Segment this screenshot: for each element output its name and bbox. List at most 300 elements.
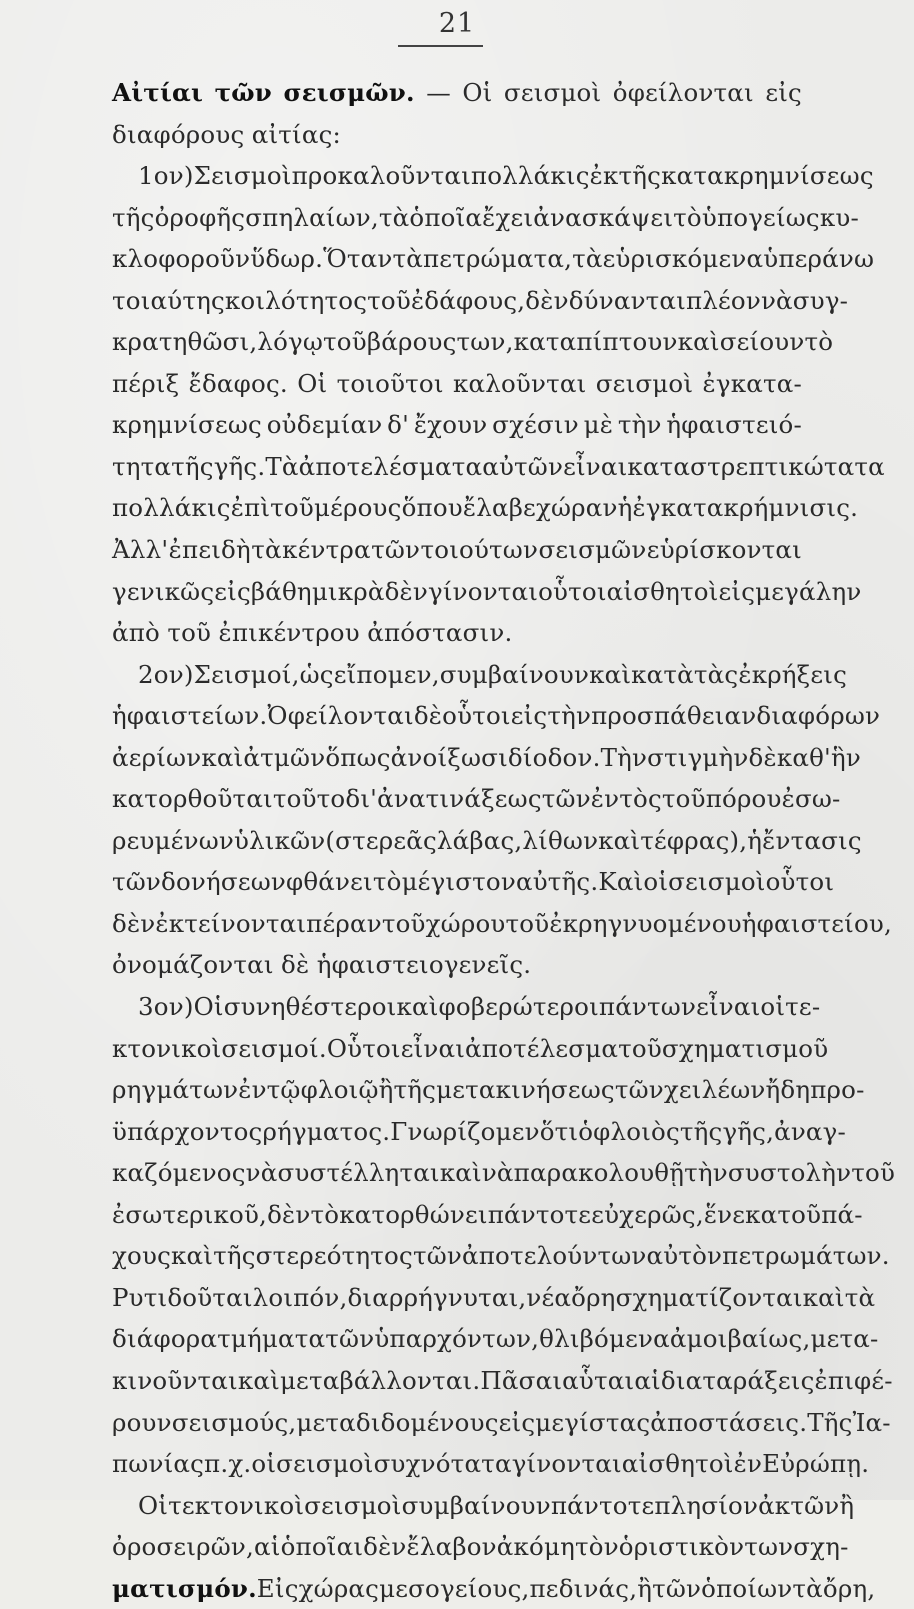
- word: τοῦ: [505, 908, 550, 938]
- text-line: [112, 1526, 849, 1568]
- page-number: 21: [438, 8, 476, 39]
- text-line: [112, 778, 841, 820]
- text-line: [112, 903, 892, 945]
- word: ὁ: [578, 1116, 594, 1146]
- word: εἰς: [498, 1407, 536, 1437]
- word: σχη-: [793, 1532, 849, 1562]
- word: βάθη: [250, 576, 312, 606]
- word: τῆς: [393, 1075, 437, 1105]
- word: Ὅταν: [323, 244, 393, 274]
- word: δονήσεων: [161, 867, 286, 897]
- word: 2ον): [138, 659, 194, 689]
- word: πάντων: [598, 992, 697, 1022]
- word: τῶν: [652, 1573, 702, 1603]
- word: σπηλαίων,: [245, 202, 379, 232]
- text-line: [112, 1443, 870, 1485]
- word: τῆς: [679, 1116, 723, 1146]
- word: βάρους: [366, 327, 457, 357]
- word: τοῦ: [167, 618, 212, 648]
- word: αἱ: [254, 1532, 281, 1562]
- word: συγ-: [792, 285, 849, 315]
- word: σεισμῶν.: [283, 78, 415, 107]
- word: μικρὰ: [311, 576, 385, 606]
- word: τῶν: [325, 1324, 375, 1354]
- word: κέντρα: [282, 535, 371, 565]
- word: κοιλότητος: [224, 285, 368, 315]
- word: τὰ: [378, 202, 410, 232]
- word: ρήγματος.: [262, 1116, 391, 1146]
- word: σχέσιν: [492, 410, 579, 440]
- word: ρευμένων: [112, 825, 234, 855]
- word: φθάνει: [286, 867, 373, 897]
- text-line: [112, 1402, 891, 1444]
- word: τῶν: [214, 78, 272, 107]
- word: Οἱ: [138, 1490, 169, 1520]
- word: αἰτίας:: [251, 119, 341, 149]
- word: τῶν: [371, 535, 421, 565]
- word: ἔντασις: [762, 825, 862, 855]
- word: ρουν: [112, 1407, 172, 1437]
- word: Αἰτίαι: [112, 78, 204, 107]
- word: δὲ: [748, 742, 777, 772]
- word: δίοδον.: [507, 742, 601, 772]
- word: κατορθοῦται: [112, 784, 273, 814]
- word: τεκτονικοὶ: [168, 1490, 305, 1520]
- word: αἰσθητοὶ: [621, 1449, 734, 1479]
- word: Οἱ: [193, 992, 224, 1022]
- word: λοιπόν,: [252, 1282, 348, 1312]
- word: πετρωμάτων.: [722, 1241, 890, 1271]
- word: Τὰ: [265, 451, 299, 481]
- word: Ἀλλ': [112, 535, 169, 565]
- word: τε-: [785, 992, 821, 1022]
- word: τὰ: [251, 535, 282, 565]
- word: εἰς: [510, 701, 548, 731]
- word: εἶναι: [400, 1033, 466, 1063]
- word: χους: [112, 1241, 172, 1271]
- text-line: [112, 571, 862, 613]
- word: παρακολουθῇ: [513, 1158, 685, 1188]
- word: τὰ: [392, 244, 423, 274]
- text-line: [112, 363, 802, 405]
- word: ἀμοιβαίως,: [669, 1324, 811, 1354]
- word: ἀκτῶν: [758, 1490, 840, 1520]
- word: τῷ: [266, 1075, 301, 1105]
- word: τοιούτων: [420, 535, 539, 565]
- word: ἢ: [378, 1075, 394, 1105]
- word: ἤδη: [765, 1075, 811, 1105]
- word: Ρυτιδοῦται: [112, 1282, 253, 1312]
- word: σχηματισμοῦ: [661, 1033, 829, 1063]
- word: ὕδωρ.: [250, 244, 324, 274]
- word: καταστρεπτικώτατα: [627, 451, 885, 481]
- word: τοῦ: [381, 908, 426, 938]
- word: καζόμενος: [112, 1158, 246, 1188]
- word: τῶν: [112, 867, 162, 897]
- text-line: [112, 72, 802, 114]
- word: ἀπὸ: [112, 618, 160, 648]
- text-line: [112, 197, 859, 239]
- word: ἐκτείνονται: [155, 908, 307, 938]
- word: ὄρη: [571, 1282, 616, 1312]
- word: ἐν: [238, 1075, 267, 1105]
- word: σχηματίζονται: [615, 1282, 803, 1312]
- word: λίθων: [522, 825, 599, 855]
- word: ἀνοίξωσι: [390, 742, 508, 772]
- word: ἔχουν: [413, 410, 488, 440]
- word: κατὰ: [631, 659, 694, 689]
- word: Οὗτοι: [326, 1033, 401, 1063]
- word: ὅπου: [401, 493, 463, 523]
- word: χώρας: [298, 1573, 380, 1603]
- word: συνηθέστεροι: [223, 992, 397, 1022]
- word: νέα: [526, 1282, 572, 1312]
- word: φλοιῷ: [300, 1075, 379, 1105]
- word: εὑρίσκονται: [646, 535, 802, 565]
- word: καὶ: [396, 992, 439, 1022]
- word: Οἱ: [297, 368, 328, 398]
- word: ἡ: [747, 825, 763, 855]
- word: Εἰς: [256, 1573, 299, 1603]
- word: μέγιστον: [401, 867, 516, 897]
- word: ἕνεκα: [703, 1199, 778, 1229]
- word: δὲν: [267, 1199, 311, 1229]
- word: διάφορα: [112, 1324, 218, 1354]
- word: εἰς: [718, 576, 756, 606]
- word: ἀκόμη: [496, 1532, 575, 1562]
- word: ὁριστικὸν: [618, 1532, 745, 1562]
- text-line: [112, 1235, 890, 1277]
- word: πετρώματα,: [423, 244, 573, 274]
- word: κυ-: [819, 202, 859, 232]
- word: φλοιὸς: [593, 1116, 680, 1146]
- word: συμβαίνουν: [439, 659, 590, 689]
- word: καὶ: [802, 1282, 845, 1312]
- word: σεισμοὶ: [503, 78, 602, 107]
- word: σεισμοὶ: [595, 368, 694, 398]
- word: ρηγμάτων: [112, 1075, 239, 1105]
- word: δὲ: [413, 701, 443, 731]
- word: τὴν: [617, 410, 662, 440]
- word: ἐκ: [589, 161, 619, 191]
- word: προκαλοῦνται: [291, 161, 471, 191]
- word: ὁποίων: [701, 1573, 793, 1603]
- word: ἐπικέντρου: [218, 618, 360, 648]
- word: λόγῳ: [257, 327, 324, 357]
- word: κατακρημνίσεως: [661, 161, 874, 191]
- word: ἐγκατα-: [702, 368, 802, 398]
- word: ὅτι: [539, 1116, 579, 1146]
- word: ἐντὸς: [590, 784, 662, 814]
- word: ἐκρηγνυομένου: [549, 908, 742, 938]
- word: αὗται: [562, 1365, 635, 1395]
- word: νὰ: [760, 285, 793, 315]
- word: χώραν: [535, 493, 618, 523]
- word: συστέλληται: [277, 1158, 440, 1188]
- word: ἀνασκάψει: [533, 202, 674, 232]
- word: τητα: [112, 451, 172, 481]
- word: χειλέων: [663, 1075, 766, 1105]
- word: στερεότητος: [255, 1241, 413, 1271]
- word: Εὐρώπῃ.: [762, 1449, 870, 1479]
- word: τέφρας),: [640, 825, 748, 855]
- word: γῆς.: [213, 451, 266, 481]
- word: μεταδιδομένους: [296, 1407, 499, 1437]
- word: ἡφαιστείων.: [112, 701, 268, 731]
- word: ἔλαβε: [462, 493, 536, 523]
- word: πωνίας: [112, 1449, 205, 1479]
- word: χώρου: [425, 908, 506, 938]
- word: ἀνατινάξεως: [377, 784, 542, 814]
- word: Σεισμοὶ: [193, 161, 292, 191]
- text-line: [112, 238, 875, 280]
- word: ματισμόν.: [112, 1573, 257, 1603]
- word: αἰσθητοὶ: [606, 576, 719, 606]
- text-line: [112, 114, 802, 156]
- text-line: [112, 155, 874, 197]
- word: ὡς: [299, 659, 334, 689]
- text-line: [112, 1277, 876, 1319]
- text-line: [112, 321, 834, 363]
- word: ἔδαφος.: [188, 368, 288, 398]
- word: δὲν: [525, 285, 569, 315]
- word: κλοφοροῦν: [112, 244, 251, 274]
- word: συχνότατα: [373, 1449, 512, 1479]
- text-line: [112, 1485, 855, 1527]
- word: καθ': [776, 742, 831, 772]
- text-line: [112, 654, 847, 696]
- word: πάντοτε: [487, 1199, 592, 1229]
- word: 1ον): [138, 161, 194, 191]
- word: πολλάκις: [112, 493, 231, 523]
- word: μὲ: [583, 410, 614, 440]
- word: σεισμοὶ: [668, 867, 766, 897]
- word: καὶ: [201, 742, 244, 772]
- word: τὴν: [547, 701, 592, 731]
- word: καὶ: [237, 1365, 280, 1395]
- word: ἔχει: [482, 202, 534, 232]
- word: καταπίπτουν: [513, 327, 678, 357]
- text-line: [112, 695, 881, 737]
- word: εἶναι: [563, 451, 628, 481]
- text-line: [112, 1152, 896, 1194]
- text-line: [112, 944, 802, 986]
- word: οὗτοι: [442, 701, 511, 731]
- word: τὸν: [574, 1532, 619, 1562]
- word: ἡφαιστειό-: [666, 410, 802, 440]
- word: Τὴν: [600, 742, 648, 772]
- word: αὐτὸν: [646, 1241, 723, 1271]
- word: ὀροσειρῶν,: [112, 1532, 254, 1562]
- word: Οἱ: [462, 78, 493, 107]
- text-line: [112, 1111, 846, 1153]
- text-line: [112, 820, 862, 862]
- word: κρατηθῶσι,: [112, 327, 258, 357]
- word: ἀποτελούντων: [461, 1241, 647, 1271]
- word: μεσογείους,: [379, 1573, 530, 1603]
- text-line: [112, 404, 802, 446]
- text-line: [112, 487, 859, 529]
- word: πέραν: [306, 908, 382, 938]
- word: λάβας,: [436, 825, 523, 855]
- word: ἡ: [617, 493, 633, 523]
- word: ἐπὶ: [230, 493, 271, 523]
- word: διαταράξεις: [660, 1365, 815, 1395]
- word: τοῦ: [270, 493, 314, 523]
- word: τὰ: [792, 1573, 823, 1603]
- word: τῆς: [213, 1241, 256, 1271]
- word: αὐτῶν: [482, 451, 564, 481]
- text-line: [112, 1069, 865, 1111]
- word: ἐν: [733, 1449, 763, 1479]
- word: καὶ: [589, 659, 632, 689]
- word: ὑπαρχόντων,: [374, 1324, 540, 1354]
- word: καὶ: [439, 1158, 482, 1188]
- word: τῆς: [171, 451, 214, 481]
- word: μεταβάλλονται.: [279, 1365, 481, 1395]
- body-text: [112, 72, 896, 1609]
- page-number-rule: [398, 45, 483, 47]
- word: τοῦ: [851, 1158, 896, 1188]
- word: τοιαύτης: [112, 285, 225, 315]
- word: δὲν: [112, 908, 156, 938]
- text-line: [112, 986, 821, 1028]
- word: γῆς,: [722, 1116, 775, 1146]
- text-line: [112, 612, 802, 654]
- word: τῶν: [541, 784, 591, 814]
- word: ὑπεράνω: [763, 244, 875, 274]
- word: συστολὴν: [727, 1158, 852, 1188]
- word: γενικῶς: [112, 576, 215, 606]
- word: τοῦ: [367, 285, 411, 315]
- word: των: [744, 1532, 794, 1562]
- word: ὑλικῶν: [233, 825, 326, 855]
- word: εἰς: [214, 576, 251, 606]
- word: Τῆς: [807, 1407, 853, 1437]
- word: γίνονται: [428, 576, 539, 606]
- word: ἡφαιστειογενεῖς.: [316, 950, 532, 980]
- text-line: [112, 446, 885, 488]
- word: Καὶ: [598, 867, 644, 897]
- text-line: [112, 1568, 876, 1609]
- text-line: [112, 1028, 829, 1070]
- word: εἶναι: [696, 992, 761, 1022]
- text-line: [112, 1360, 893, 1402]
- word: ὀνομάζονται: [112, 950, 274, 980]
- word: γίνονται: [511, 1449, 622, 1479]
- word: κρημνίσεως: [112, 410, 262, 440]
- word: σεισμῶν: [538, 535, 647, 565]
- word: Γνωρίζομεν: [390, 1116, 540, 1146]
- word: καὶ: [598, 825, 641, 855]
- word: οἱ: [643, 867, 669, 897]
- word: ἐγκατακρήμνισις.: [632, 493, 859, 523]
- word: —: [426, 78, 451, 107]
- word: σεισμοί.: [221, 1033, 327, 1063]
- word: π.χ.: [204, 1449, 252, 1479]
- word: 3ον): [138, 992, 194, 1022]
- word: τοῦ: [777, 1199, 822, 1229]
- word: δὲν: [384, 576, 429, 606]
- word: πά-: [821, 1199, 863, 1229]
- word: δὲ: [281, 950, 310, 980]
- word: πόρου: [705, 784, 782, 814]
- text-line: [112, 280, 849, 322]
- word: εὐχερῶς,: [591, 1199, 704, 1229]
- word: οὗτοι: [538, 576, 607, 606]
- word: κτονικοὶ: [112, 1033, 222, 1063]
- word: πλησίον: [654, 1490, 759, 1520]
- word: τοιοῦτοι: [336, 368, 444, 398]
- word: ἡφαιστείου,: [741, 908, 892, 938]
- word: ὅπως: [325, 742, 391, 772]
- word: δύνανται: [568, 285, 686, 315]
- word: πεδινάς,: [529, 1573, 638, 1603]
- word: διαφόρους: [112, 119, 245, 149]
- word: ἐκρήξεις: [738, 659, 847, 689]
- word: ἀποστάσεις.: [650, 1407, 808, 1437]
- word: προ-: [810, 1075, 865, 1105]
- word: ἐδάφους,: [410, 285, 526, 315]
- word: τὰ: [844, 1282, 876, 1312]
- word: ἣν: [830, 742, 861, 772]
- word: ὁποῖαι: [280, 1532, 364, 1562]
- word: Ὀφείλονται: [267, 701, 414, 731]
- word: αὐτῆς.: [515, 867, 599, 897]
- word: ἐσωτερικοῦ,: [112, 1199, 268, 1229]
- word: τῶν: [412, 1241, 462, 1271]
- word: δὲν: [363, 1532, 407, 1562]
- word: σεισμοὶ: [304, 1490, 402, 1520]
- word: ὀροφῆς: [154, 202, 246, 232]
- word: τὸ: [804, 327, 834, 357]
- word: Πᾶσαι: [480, 1365, 563, 1395]
- word: μετακινήσεως: [436, 1075, 615, 1105]
- word: τὴν: [684, 1158, 728, 1188]
- word: ἐπειδὴ: [168, 535, 251, 565]
- word: μεγίστας: [535, 1407, 651, 1437]
- word: κατορθώνει: [339, 1199, 488, 1229]
- text-line: [112, 1194, 863, 1236]
- word: ἢ: [839, 1490, 855, 1520]
- word: διαρρήγνυται,: [347, 1282, 527, 1312]
- word: των,: [456, 327, 514, 357]
- word: ὁποῖα: [409, 202, 483, 232]
- word: τοῦ: [661, 784, 706, 814]
- word: ἔλαβον: [406, 1532, 497, 1562]
- word: σεισμούς,: [171, 1407, 297, 1437]
- word: ἐπιφέ-: [814, 1365, 893, 1395]
- word: τὸ: [673, 202, 702, 232]
- word: ϋπάρχοντος: [112, 1116, 263, 1146]
- word: σεισμοὶ: [276, 1449, 374, 1479]
- word: ὀφείλονται: [612, 78, 754, 107]
- word: νὰ: [245, 1158, 278, 1188]
- word: εἰς: [765, 78, 802, 107]
- text-line: [112, 737, 861, 779]
- word: μέρους: [313, 493, 402, 523]
- word: οὐδεμίαν: [266, 410, 383, 440]
- word: καὶ: [677, 327, 720, 357]
- word: ἀερίων: [112, 742, 202, 772]
- word: ἀποτέλεσμα: [465, 1033, 619, 1063]
- word: τῆς: [112, 202, 155, 232]
- word: ἢ: [637, 1573, 653, 1603]
- word: εὑρισκόμενα: [602, 244, 764, 274]
- word: σείουν: [719, 327, 805, 357]
- word: ἐσω-: [781, 784, 841, 814]
- word: πέριξ: [112, 368, 180, 398]
